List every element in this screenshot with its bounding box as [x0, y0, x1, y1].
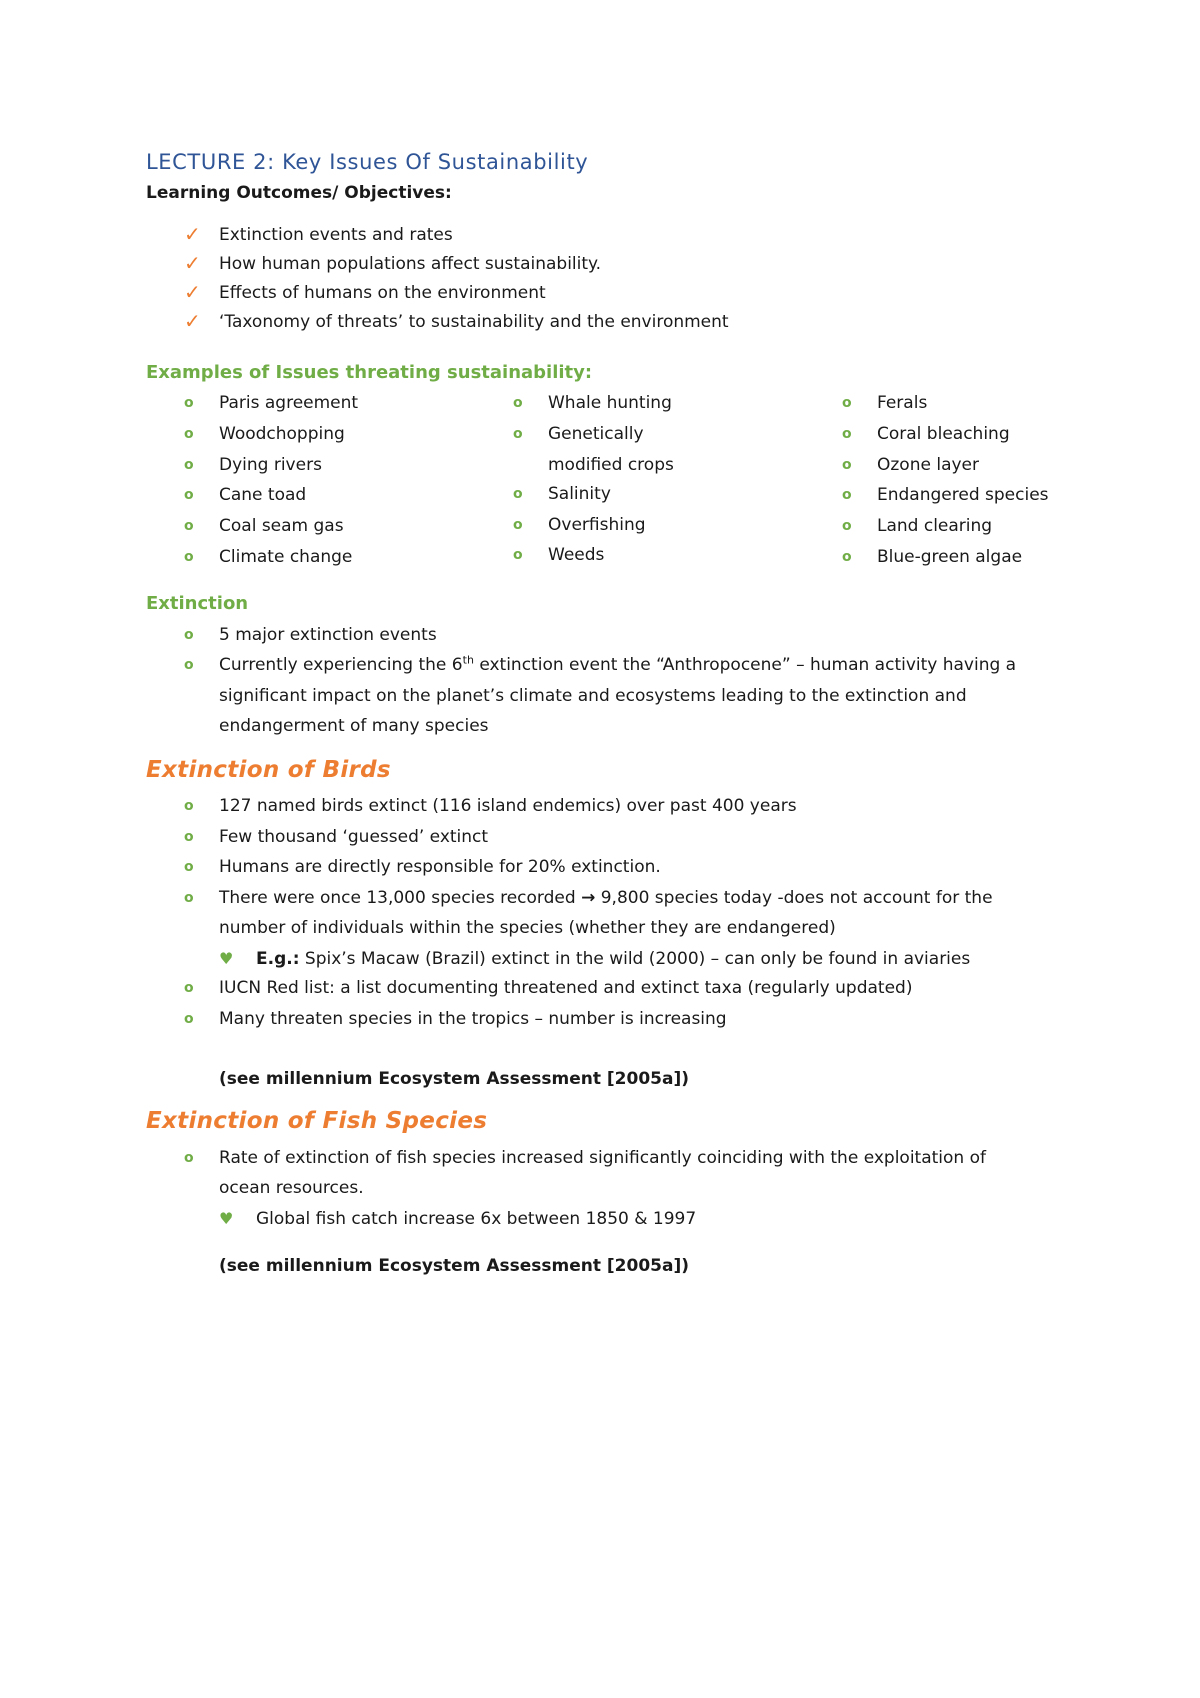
- circle-o-icon: o: [184, 890, 194, 906]
- circle-o-icon: o: [184, 829, 194, 845]
- circle-o-icon: o: [184, 627, 194, 643]
- list-item: Genetically: [548, 424, 644, 444]
- circle-o-icon: o: [184, 657, 194, 673]
- list-item: [219, 650, 1016, 680]
- objective-item: Extinction events and rates: [219, 225, 453, 245]
- extinction-heading: Extinction: [146, 593, 249, 614]
- list-item-text: 9,800 species today -does not account for the: [595, 888, 993, 908]
- list-item: [219, 883, 993, 913]
- examples-heading: Examples of Issues threating sustainability:: [146, 362, 593, 383]
- list-item: Humans are directly responsible for 20% extinction.: [219, 857, 661, 877]
- circle-o-icon: o: [513, 395, 523, 411]
- learning-outcomes-heading: Learning Outcomes/ Objectives:: [146, 183, 452, 203]
- list-item: 127 named birds extinct (116 island endemics) over past 400 years: [219, 796, 797, 816]
- reference-note: (see millennium Ecosystem Assessment [2005a]): [219, 1256, 689, 1276]
- list-item: Coral bleaching: [877, 424, 1010, 444]
- reference-note: (see millennium Ecosystem Assessment [2005a]): [219, 1069, 689, 1089]
- circle-o-icon: o: [184, 1011, 194, 1027]
- list-item: Paris agreement: [219, 393, 359, 413]
- circle-o-icon: o: [842, 395, 852, 411]
- list-item: Ozone layer: [877, 455, 979, 475]
- list-item: Coal seam gas: [219, 516, 344, 536]
- check-icon: ✓: [184, 280, 201, 304]
- list-item: IUCN Red list: a list documenting threatened and extinct taxa (regularly updated): [219, 978, 913, 998]
- circle-o-icon: o: [842, 487, 852, 503]
- circle-o-icon: o: [513, 486, 523, 502]
- check-icon: ✓: [184, 309, 201, 333]
- circle-o-icon: o: [184, 457, 194, 473]
- list-item: 5 major extinction events: [219, 625, 437, 645]
- circle-o-icon: o: [513, 426, 523, 442]
- arrow-icon: →: [581, 888, 596, 908]
- objective-item: Effects of humans on the environment: [219, 283, 546, 303]
- heart-icon: ♥: [219, 949, 234, 968]
- fish-heading: Extinction of Fish Species: [146, 1108, 488, 1134]
- check-icon: ✓: [184, 222, 201, 246]
- list-item: Rate of extinction of fish species increased significantly coinciding with the exploitation of: [219, 1148, 986, 1168]
- sub-list-item: Global fish catch increase 6x between 1850 & 1997: [256, 1209, 697, 1229]
- circle-o-icon: o: [513, 517, 523, 533]
- list-item-continued: endangerment of many species: [219, 716, 489, 736]
- page-title: LECTURE 2: Key Issues Of Sustainability: [146, 150, 589, 174]
- list-item-continued: ocean resources.: [219, 1178, 364, 1198]
- circle-o-icon: o: [184, 395, 194, 411]
- circle-o-icon: o: [184, 549, 194, 565]
- circle-o-icon: o: [842, 549, 852, 565]
- circle-o-icon: o: [184, 980, 194, 996]
- list-item: Cane toad: [219, 485, 307, 505]
- list-item: Climate change: [219, 547, 353, 567]
- objective-item: ‘Taxonomy of threats’ to sustainability and the environment: [219, 312, 729, 332]
- circle-o-icon: o: [184, 487, 194, 503]
- list-item-text: Currently experiencing the 6: [219, 655, 463, 675]
- ordinal-suffix: th: [462, 653, 474, 667]
- circle-o-icon: o: [513, 547, 523, 563]
- list-item: Endangered species: [877, 485, 1049, 505]
- circle-o-icon: o: [842, 518, 852, 534]
- circle-o-icon: o: [184, 1150, 194, 1166]
- sub-list-item: [256, 944, 970, 974]
- objective-item: How human populations affect sustainability.: [219, 254, 602, 274]
- birds-heading: Extinction of Birds: [146, 757, 391, 783]
- circle-o-icon: o: [842, 457, 852, 473]
- list-item: Woodchopping: [219, 424, 345, 444]
- list-item: Overfishing: [548, 515, 646, 535]
- heart-icon: ♥: [219, 1209, 234, 1228]
- list-item-continued: modified crops: [548, 455, 674, 475]
- list-item: Ferals: [877, 393, 928, 413]
- circle-o-icon: o: [184, 859, 194, 875]
- circle-o-icon: o: [184, 426, 194, 442]
- circle-o-icon: o: [184, 798, 194, 814]
- list-item: Whale hunting: [548, 393, 672, 413]
- check-icon: ✓: [184, 251, 201, 275]
- circle-o-icon: o: [842, 426, 852, 442]
- list-item-text: There were once 13,000 species recorded: [219, 888, 582, 908]
- list-item: Dying rivers: [219, 455, 322, 475]
- example-label: E.g.:: [256, 949, 300, 969]
- list-item: Blue-green algae: [877, 547, 1023, 567]
- list-item: Land clearing: [877, 516, 993, 536]
- list-item: Weeds: [548, 545, 605, 565]
- list-item-text: extinction event the “Anthropocene” – human activity having a: [473, 655, 1017, 675]
- list-item: Few thousand ‘guessed’ extinct: [219, 827, 489, 847]
- list-item: Many threaten species in the tropics – number is increasing: [219, 1009, 727, 1029]
- circle-o-icon: o: [184, 518, 194, 534]
- list-item-continued: number of individuals within the species (whether they are endangered): [219, 918, 836, 938]
- list-item-continued: significant impact on the planet’s climate and ecosystems leading to the extinction and: [219, 686, 967, 706]
- list-item: Salinity: [548, 484, 611, 504]
- sub-list-item-text: Spix’s Macaw (Brazil) extinct in the wild (2000) – can only be found in aviaries: [299, 949, 971, 969]
